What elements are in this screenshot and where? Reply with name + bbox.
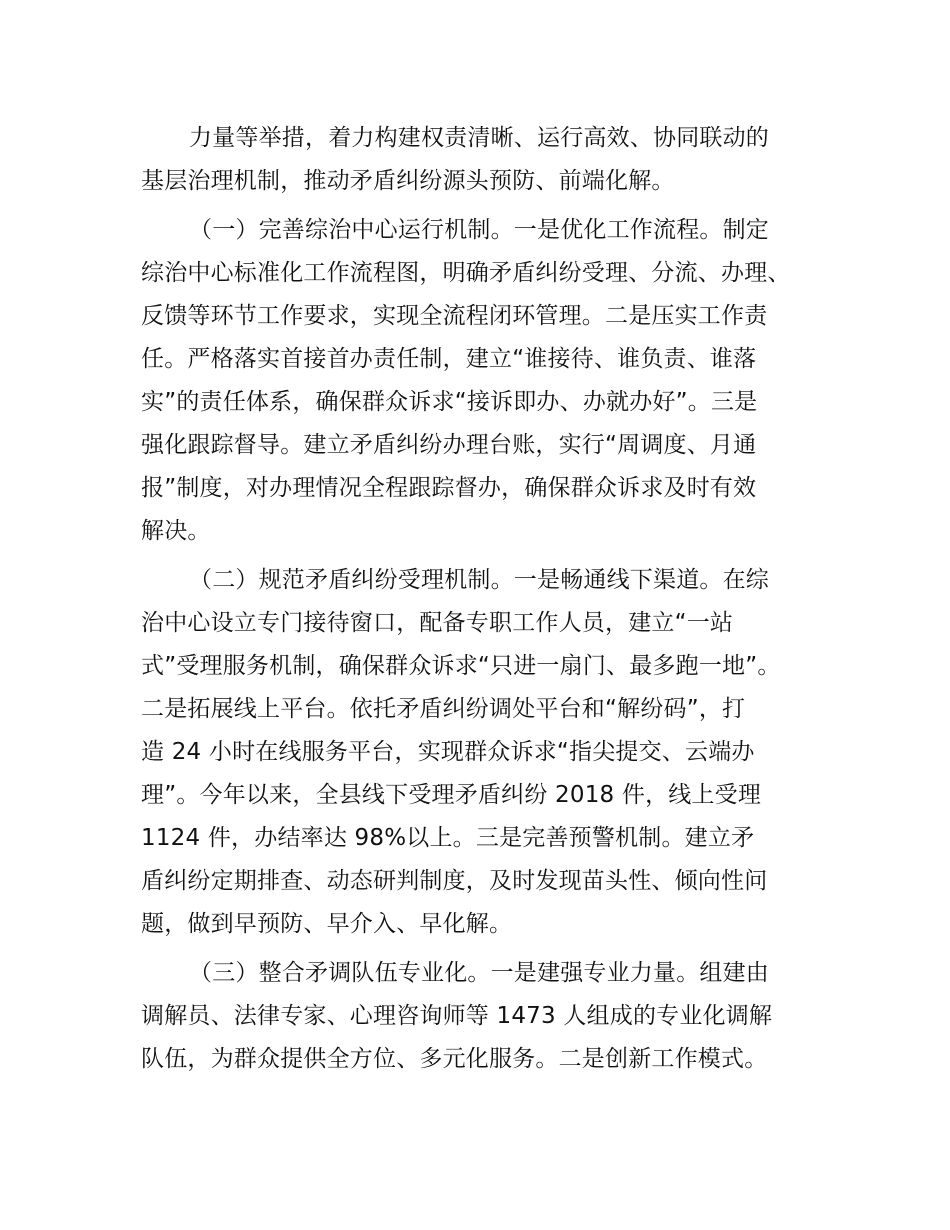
text-line: 调解员、法律专家、心理咨询师等 1473 人组成的专业化调解: [141, 1003, 773, 1029]
text-line: 1124 件，办结率达 98%以上。三是完善预警机制。建立矛: [141, 825, 755, 851]
text-line: 力量等举措，着力构建权责清晰、运行高效、协同联动的: [189, 125, 769, 151]
text-line: 报”制度，对办理情况全程跟踪督办，确保群众诉求及时有效: [141, 475, 757, 501]
paragraph-1: [141, 117, 816, 203]
text-line: 强化跟踪督导。建立矛盾纠纷办理台账，实行“周调度、月通: [141, 432, 757, 458]
text-line: （二）规范矛盾纠纷受理机制。一是畅通线下渠道。在综: [189, 567, 769, 593]
document-body: [141, 117, 816, 1081]
text-line: 反馈等环节工作要求，实现全流程闭环管理。二是压实工作责: [141, 303, 768, 329]
text-line: 题，做到早预防、早介入、早化解。: [141, 911, 513, 937]
text-line: 治中心设立专门接待窗口，配备专职工作人员，建立“一站: [141, 610, 734, 636]
text-line: （三）整合矛调队伍专业化。一是建强专业力量。组建由: [189, 960, 769, 986]
text-line: 二是拓展线上平台。依托矛盾纠纷调处平台和“解纷码”，打: [141, 696, 746, 722]
text-line: （一）完善综治中心运行机制。一是优化工作流程。制定: [189, 217, 769, 243]
text-line: 理”。今年以来，全县线下受理矛盾纠纷 2018 件，线上受理: [141, 782, 762, 808]
text-line: 基层治理机制，推动矛盾纠纷源头预防、前端化解。: [141, 168, 675, 194]
text-line: 造 24 小时在线服务平台，实现群众诉求“指尖提交、云端办: [141, 739, 755, 765]
paragraph-2: [141, 209, 816, 553]
text-line: 盾纠纷定期排查、动态研判制度，及时发现苗头性、倾向性问: [141, 868, 768, 894]
paragraph-4: [141, 952, 816, 1081]
text-line: 综治中心标准化工作流程图，明确矛盾纠纷受理、分流、办理、: [141, 260, 791, 286]
paragraph-3: [141, 559, 816, 946]
text-line: 式”受理服务机制，确保群众诉求“只进一扇门、最多跑一地”。: [141, 653, 781, 679]
text-line: 实”的责任体系，确保群众诉求“接诉即办、办就办好”。三是: [141, 389, 758, 415]
text-line: 任。严格落实首接首办责任制，建立“谁接待、谁负责、谁落: [141, 346, 757, 372]
text-line: 解决。: [141, 518, 211, 544]
text-line: 队伍，为群众提供全方位、多元化服务。二是创新工作模式。: [141, 1046, 768, 1072]
